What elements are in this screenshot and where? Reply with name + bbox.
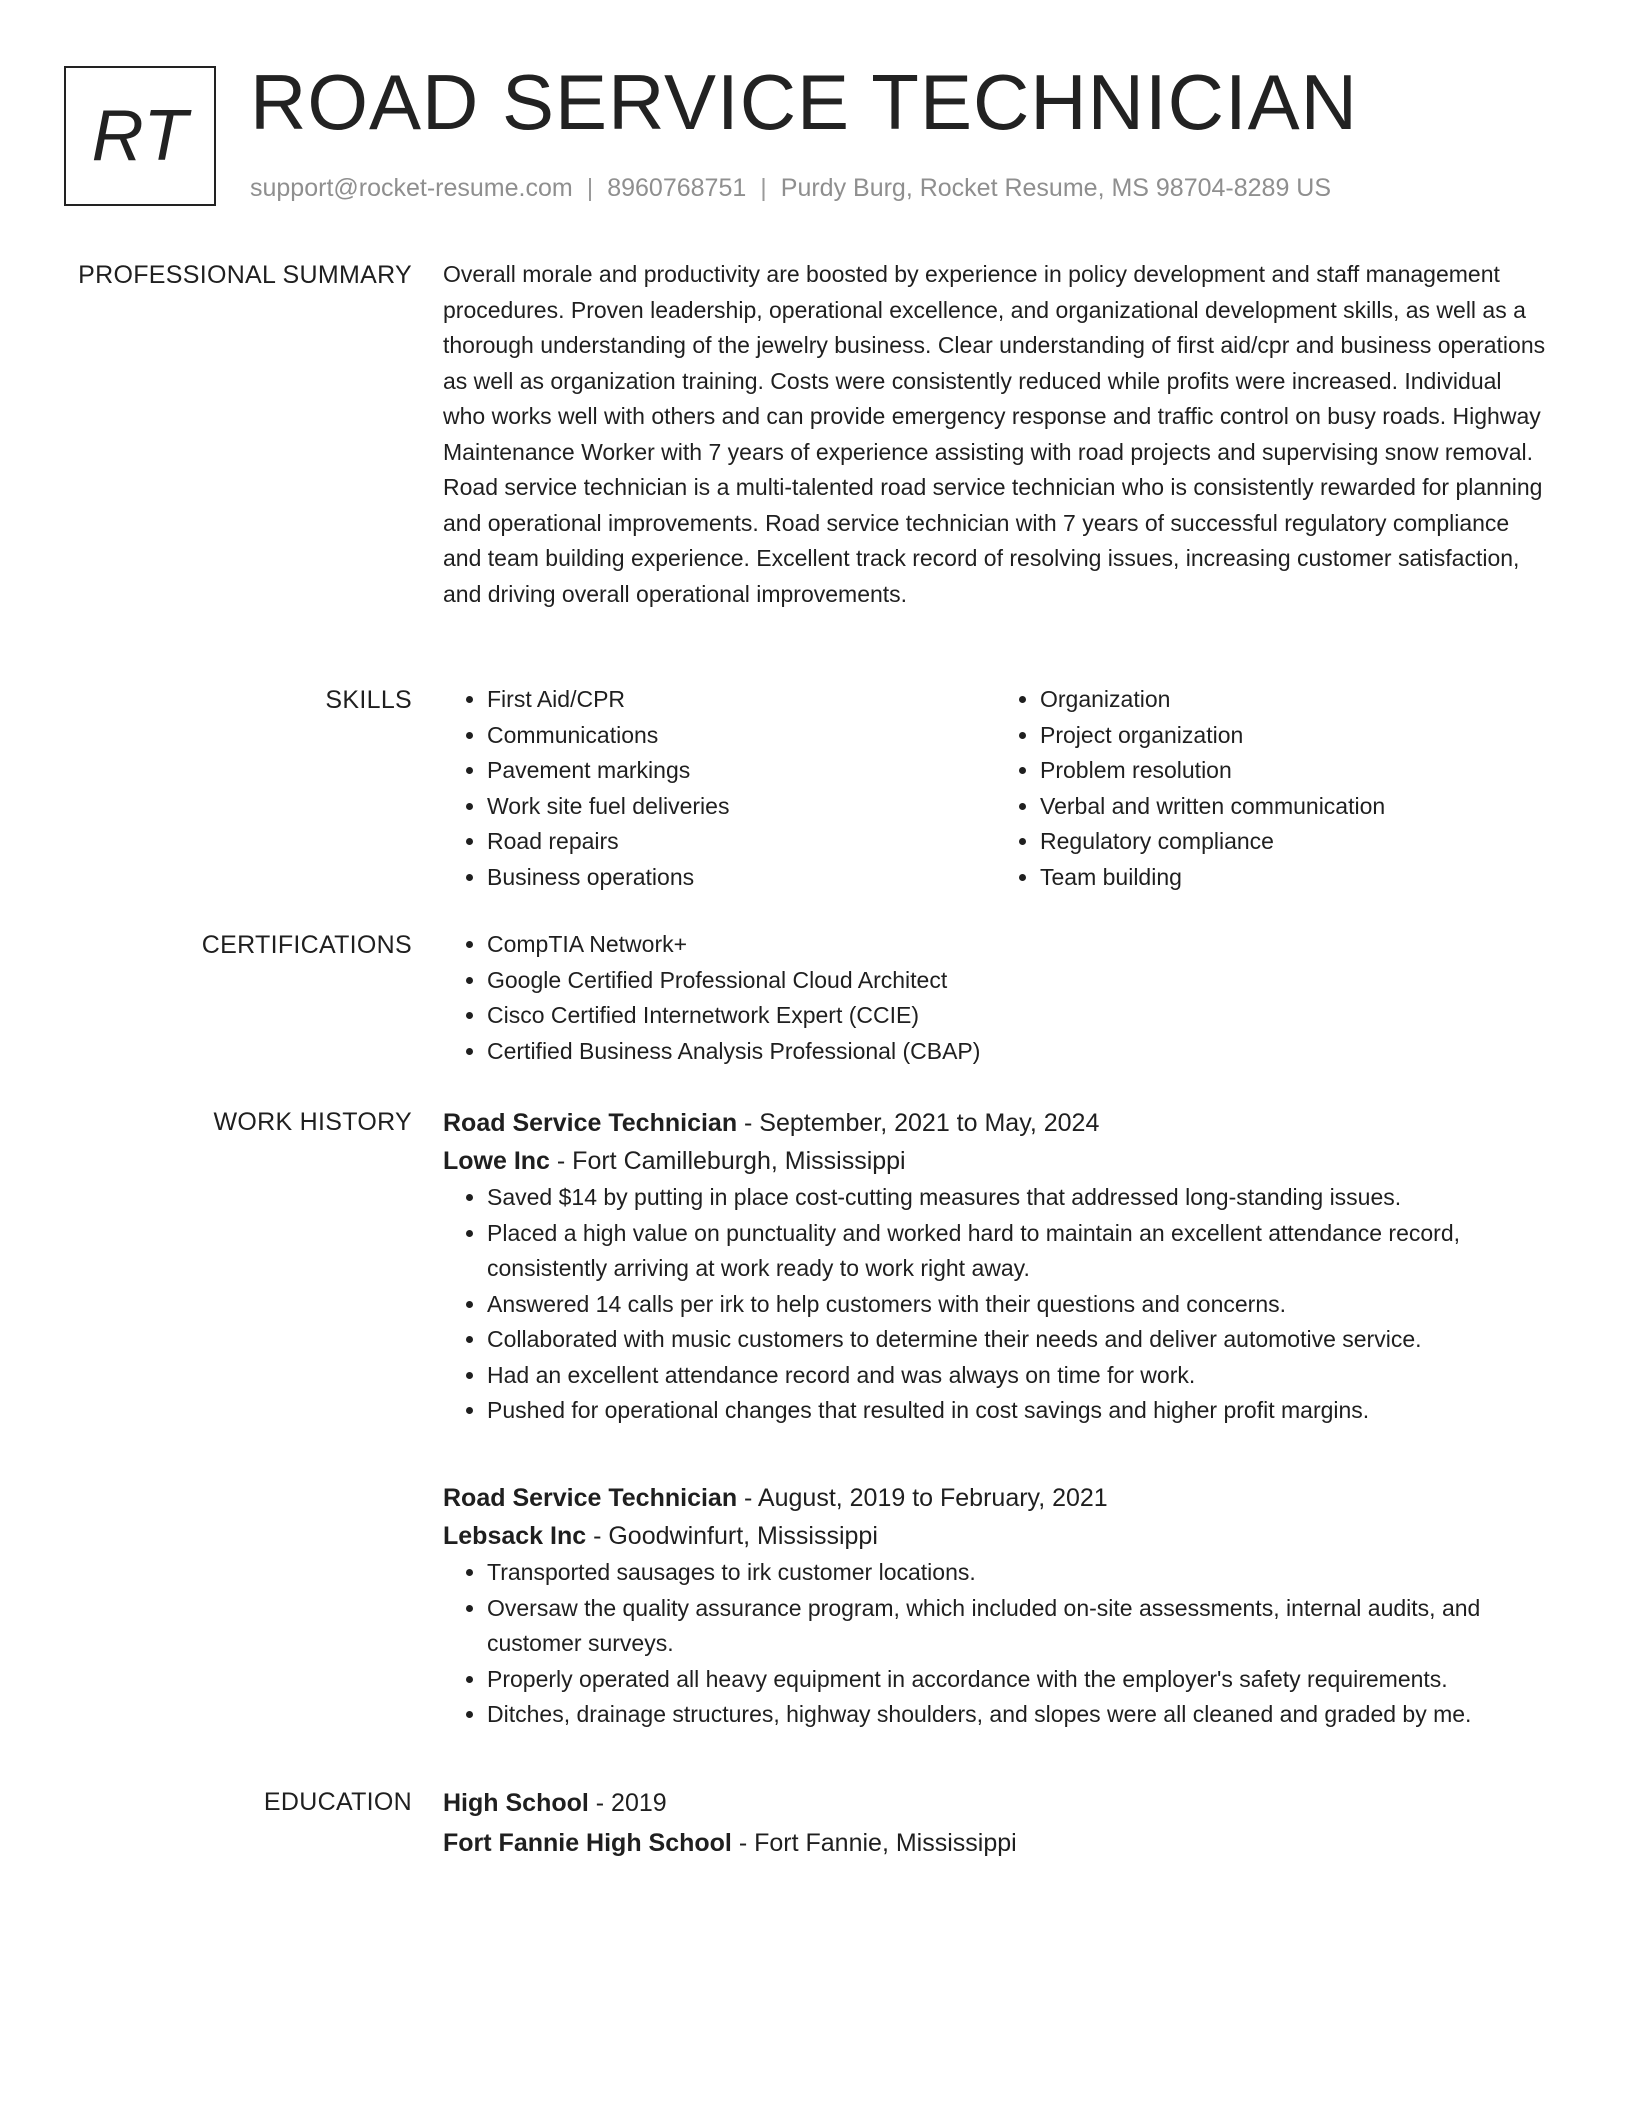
- contact-phone[interactable]: 8960768751: [607, 174, 747, 202]
- education-year: - 2019: [588, 1789, 667, 1817]
- list-item: • Google Certified Professional Cloud Architect: [487, 963, 1549, 999]
- job-title: Road Service Technician: [443, 1484, 738, 1512]
- contact-separator: |: [760, 174, 767, 202]
- contact-line: [250, 172, 1331, 205]
- list-item: • Placed a high value on punctuality and worked hard to maintain an excellent attendance record, consistently arriving at work ready to work right away.: [487, 1216, 1549, 1287]
- education-degree-line: [443, 1784, 1549, 1822]
- certifications-label: CERTIFICATIONS: [201, 931, 412, 959]
- job-bullets: [443, 1180, 1549, 1429]
- certifications-list: [443, 927, 1549, 1069]
- job-bullets: [443, 1555, 1549, 1733]
- job-company: Lebsack Inc: [443, 1522, 587, 1550]
- work-history-body: [443, 1104, 1549, 1429]
- education-degree: High School: [443, 1789, 589, 1817]
- job-title: Road Service Technician: [443, 1109, 738, 1137]
- resume-title: ROAD SERVICE TECHNICIAN: [250, 58, 1358, 146]
- list-item: • Had an excellent attendance record and was always on time for work.: [487, 1358, 1549, 1394]
- job-entry: [443, 1479, 1549, 1733]
- skills-list-right: [996, 682, 1549, 895]
- list-item: • Communications: [487, 718, 996, 754]
- list-item: • Problem resolution: [1040, 753, 1549, 789]
- education-label: EDUCATION: [263, 1788, 412, 1816]
- list-item: • Regulatory compliance: [1040, 824, 1549, 860]
- job-company: Lowe Inc: [443, 1147, 550, 1175]
- certifications-body: [443, 927, 1549, 1069]
- job-company-line: [443, 1517, 1549, 1555]
- list-item: • Answered 14 calls per irk to help customers with their questions and concerns.: [487, 1287, 1549, 1323]
- list-item: • Properly operated all heavy equipment in accordance with the employer's safety requirements.: [487, 1662, 1549, 1698]
- job-company-line: [443, 1142, 1549, 1180]
- list-item: • Collaborated with music customers to determine their needs and deliver automotive service.: [487, 1322, 1549, 1358]
- contact-address: Purdy Burg, Rocket Resume, MS 98704-8289 US: [780, 174, 1332, 202]
- education-body: [443, 1784, 1549, 1862]
- summary-text: Overall morale and productivity are boosted by experience in policy development and staff management procedures. Proven leadership, operational excellence, and organizational development skills, as well as a thorough understanding of the jewelry business. Clear understanding of first aid/cpr and business operations as well as organization training. Costs were consistently reduced while profits were increased. Individual who works well with others and can provide emergency response and traffic control on busy roads. Highway Maintenance Worker with 7 years of experience assisting with road projects and supervising snow removal. Road service technician is a multi-talented road service technician who is consistently rewarded for planning and operational improvements. Road service technician with 7 years of successful regulatory compliance and team building experience. Excellent track record of resolving issues, increasing customer satisfaction, and driving overall operational improvements.: [443, 261, 1546, 607]
- list-item: • First Aid/CPR: [487, 682, 996, 718]
- list-item: • CompTIA Network+: [487, 927, 1549, 963]
- summary-body: [443, 257, 1549, 612]
- monogram-badge: [64, 66, 216, 206]
- list-item: • Cisco Certified Internetwork Expert (CCIE): [487, 998, 1549, 1034]
- list-item: • Business operations: [487, 860, 996, 896]
- list-item: • Work site fuel deliveries: [487, 789, 996, 825]
- contact-email[interactable]: support@rocket-resume.com: [250, 174, 573, 202]
- list-item: • Oversaw the quality assurance program, which included on-site assessments, internal audits, and customer surveys.: [487, 1591, 1549, 1662]
- education-location: - Fort Fannie, Mississippi: [731, 1829, 1017, 1857]
- list-item: • Pavement markings: [487, 753, 996, 789]
- education-school: Fort Fannie High School: [443, 1829, 732, 1857]
- monogram-text: RT: [91, 96, 189, 176]
- list-item: • Transported sausages to irk customer locations.: [487, 1555, 1549, 1591]
- list-item: • Pushed for operational changes that resulted in cost savings and higher profit margins.: [487, 1393, 1549, 1429]
- job-dates: - August, 2019 to February, 2021: [737, 1484, 1108, 1512]
- skills-label: SKILLS: [325, 686, 412, 714]
- list-item: • Verbal and written communication: [1040, 789, 1549, 825]
- job-title-line: [443, 1479, 1549, 1517]
- job-title-line: [443, 1104, 1549, 1142]
- contact-separator: |: [586, 174, 594, 202]
- work-history-body-2: [443, 1479, 1549, 1733]
- job-location: - Goodwinfurt, Mississippi: [586, 1522, 878, 1550]
- list-item: • Project organization: [1040, 718, 1549, 754]
- summary-label: PROFESSIONAL SUMMARY: [78, 261, 412, 289]
- list-item: • Road repairs: [487, 824, 996, 860]
- list-item: • Ditches, drainage structures, highway shoulders, and slopes were all cleaned and graded by me.: [487, 1697, 1549, 1733]
- job-dates: - September, 2021 to May, 2024: [737, 1109, 1100, 1137]
- list-item: • Certified Business Analysis Professional (CBAP): [487, 1034, 1549, 1070]
- skills-body: [443, 682, 1549, 895]
- list-item: • Saved $14 by putting in place cost-cutting measures that addressed long-standing issues.: [487, 1180, 1549, 1216]
- skills-grid: [443, 682, 1549, 895]
- job-entry: [443, 1104, 1549, 1429]
- list-item: • Team building: [1040, 860, 1549, 896]
- list-item: • Organization: [1040, 682, 1549, 718]
- skills-list-left: [443, 682, 996, 895]
- education-school-line: [443, 1824, 1549, 1862]
- job-location: - Fort Camilleburgh, Mississippi: [549, 1147, 906, 1175]
- work-history-label: WORK HISTORY: [213, 1108, 412, 1136]
